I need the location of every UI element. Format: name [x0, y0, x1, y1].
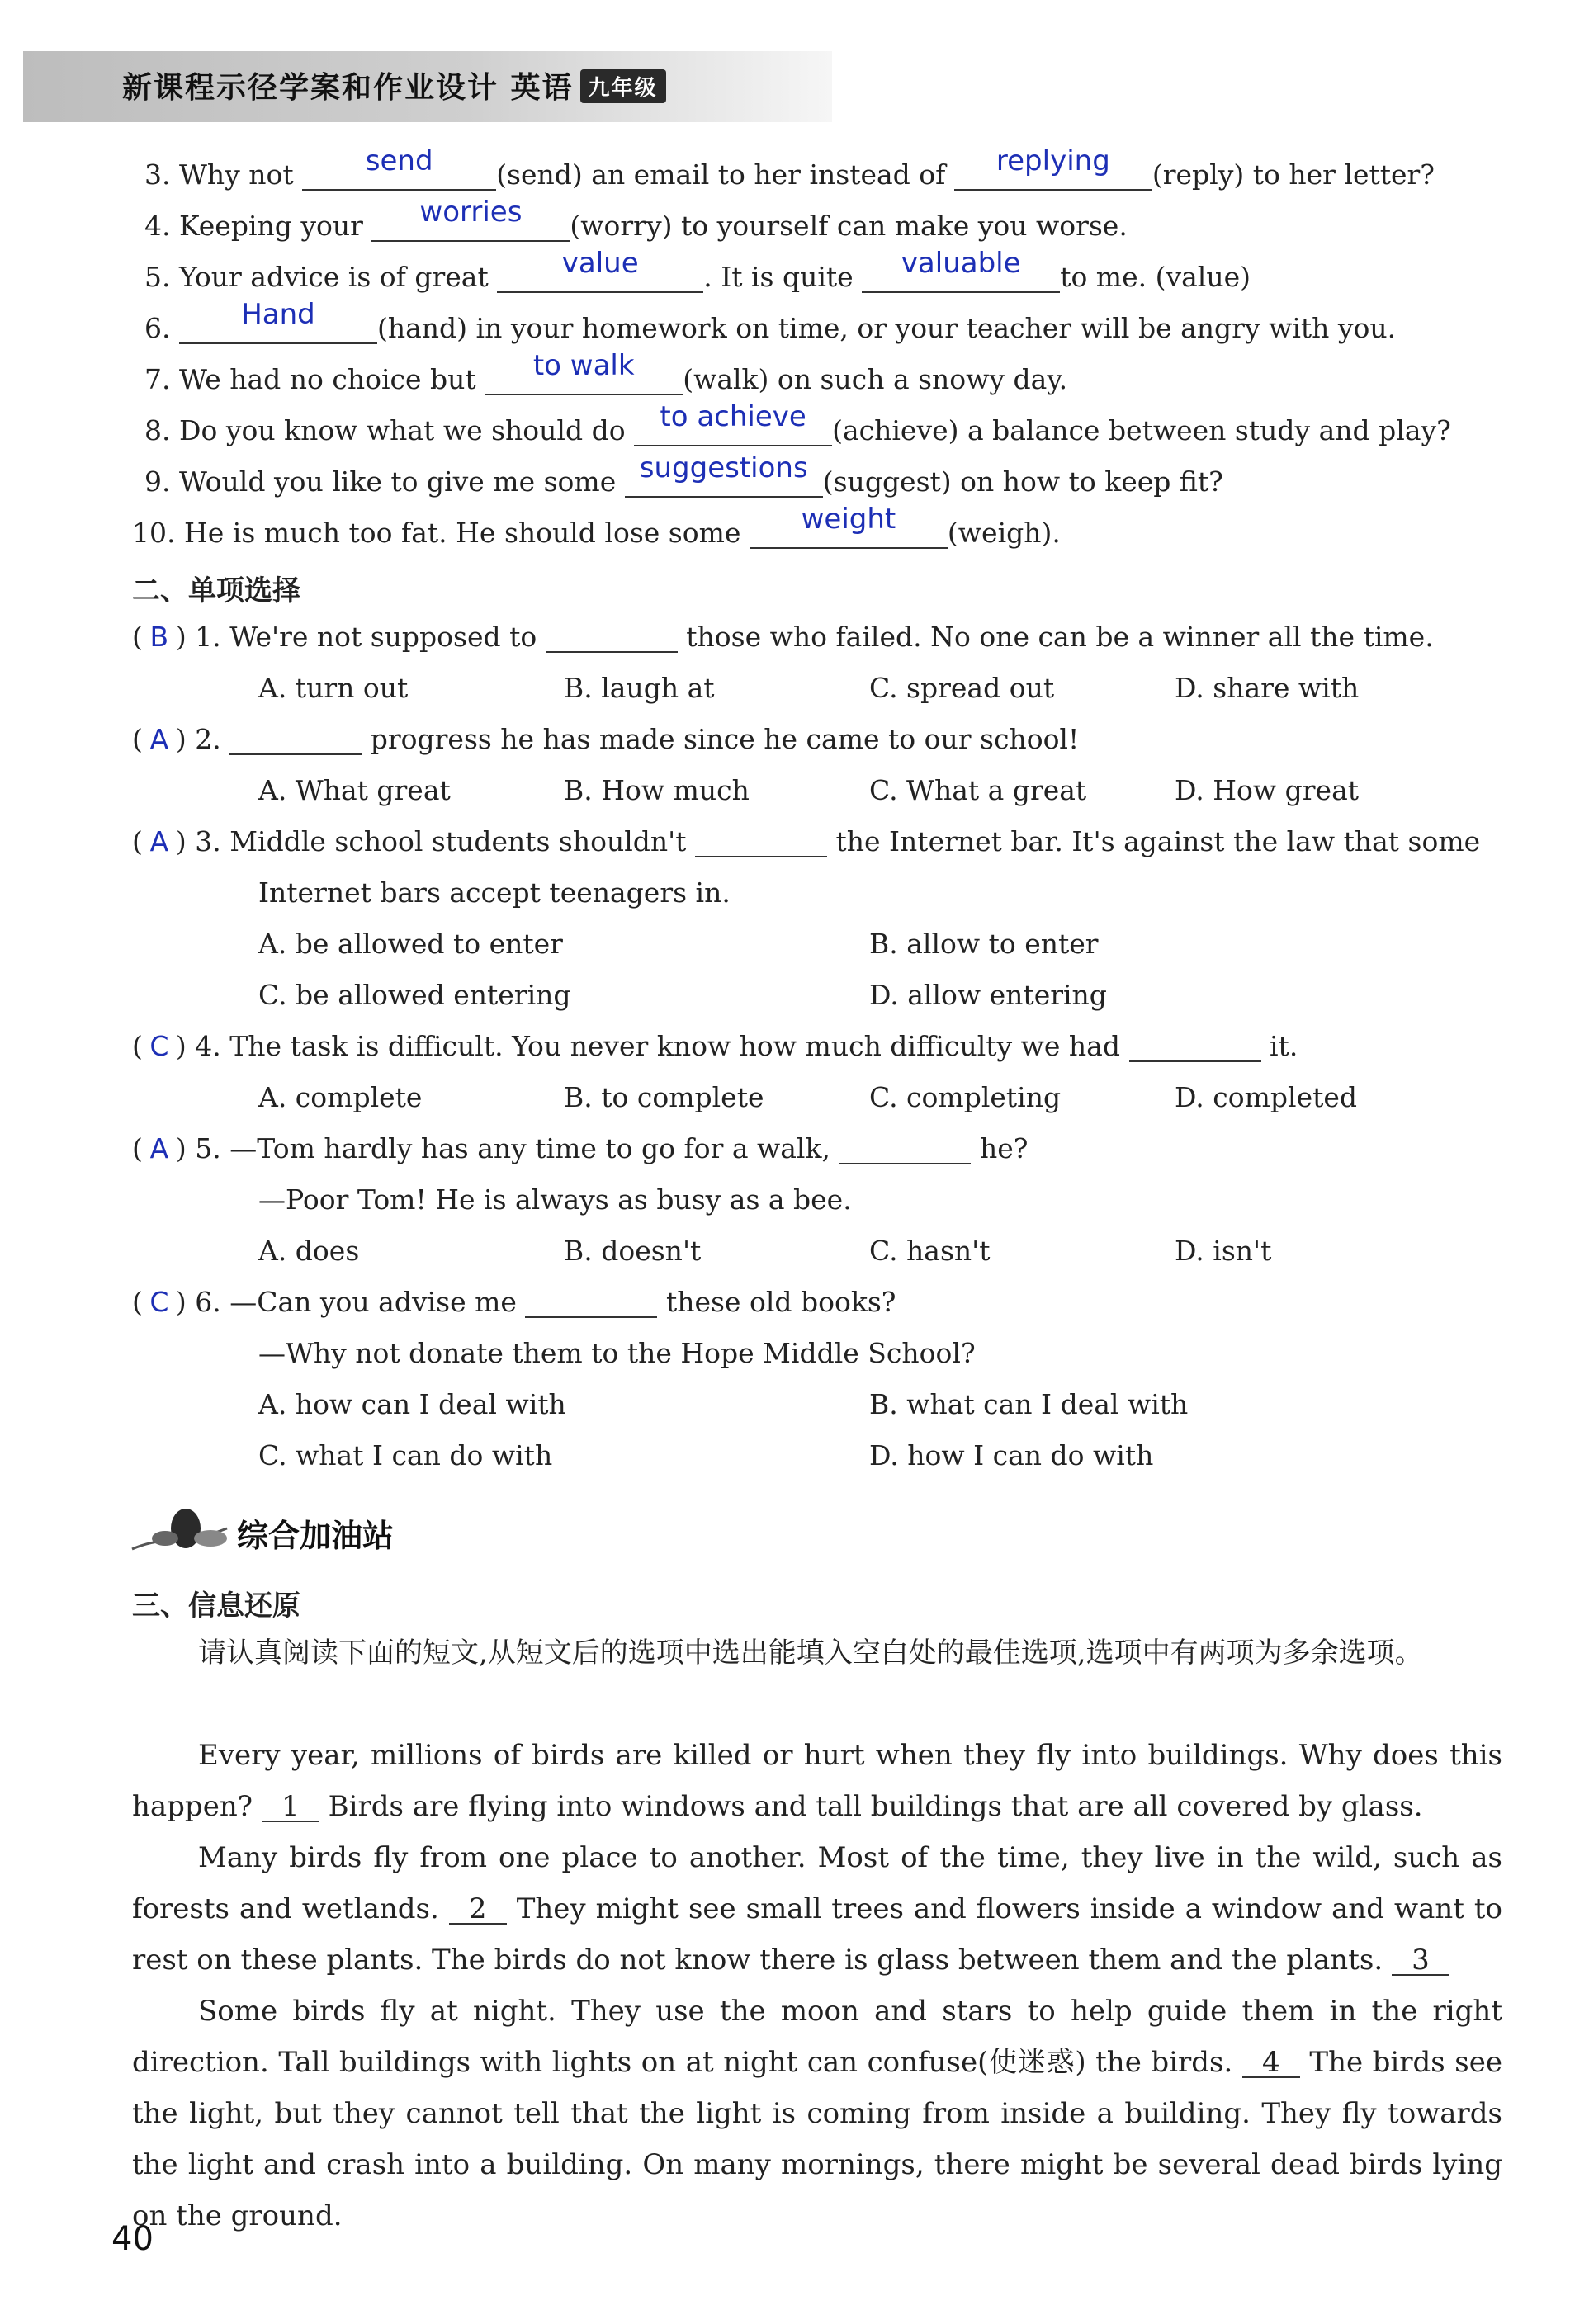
choice-answer[interactable]: B [149, 621, 169, 653]
answer-blank[interactable] [485, 349, 683, 395]
choice-answer[interactable]: C [149, 1286, 169, 1318]
item-text: these old books? [665, 1286, 896, 1318]
fill-item-7 [144, 349, 1068, 398]
book-title: 新课程示径学案和作业设计 英语 [122, 71, 574, 105]
option-c[interactable]: C. hasn't [869, 1235, 991, 1267]
item-text: Middle school students shouldn't [229, 825, 687, 857]
item-text: —Tom hardly has any time to go for a walk, [229, 1132, 830, 1164]
choice-answer[interactable]: A [149, 723, 169, 755]
answer-text: valuable [901, 247, 1021, 280]
option-d[interactable]: D. allow entering [869, 979, 1107, 1011]
answer-blank[interactable] [625, 451, 823, 498]
answer-blank[interactable] [546, 621, 678, 653]
option-b[interactable]: B. what can I deal with [869, 1388, 1189, 1420]
answer-text: weight [801, 503, 896, 536]
item-number: 10. [132, 517, 176, 549]
item-text: to me. (value) [1060, 261, 1251, 293]
item-text: Would you like to give me some [179, 465, 617, 498]
option-a[interactable]: A. does [258, 1235, 360, 1267]
item-number: 4. [144, 210, 171, 242]
instructions: 请认真阅读下面的短文,从短文后的选项中选出能填入空白处的最佳选项,选项中有两项为多余选项。 [198, 1637, 1423, 1670]
answer-text: Hand [241, 298, 315, 331]
option-d[interactable]: D. isn't [1175, 1235, 1272, 1267]
option-d[interactable]: D. how I can do with [869, 1439, 1154, 1471]
answer-text: suggestions [639, 451, 808, 484]
option-a[interactable]: A. What great [258, 774, 451, 806]
answer-blank[interactable] [695, 826, 827, 857]
grade-badge: 九年级 [580, 69, 666, 103]
item-text: those who failed. No one can be a winner all the time. [686, 621, 1434, 653]
answer-blank[interactable] [497, 247, 703, 293]
passage-paragraph-2 [132, 1832, 1502, 1986]
item-text: (worry) to yourself can make you worse. [570, 210, 1128, 242]
item-text: We had no choice but [179, 363, 476, 395]
mc-item-2: ( A ) 2. progress he has made since he came to our school! [132, 721, 1079, 758]
option-d[interactable]: D. How great [1175, 774, 1360, 806]
section-heading-multiple-choice: 二、单项选择 [132, 574, 300, 607]
item-text: . It is quite [703, 261, 854, 293]
choice-answer[interactable]: C [149, 1030, 169, 1062]
mc-item-6-reply: —Why not donate them to the Hope Middle School? [258, 1337, 976, 1369]
option-a[interactable]: A. how can I deal with [258, 1388, 566, 1420]
banner-title: 综合加油站 [237, 1518, 395, 1554]
passage-text: Many birds fly from one place to another. Most of the time, they live in the wild, such as forests and wetlands. [132, 1841, 1502, 1925]
item-text: (send) an email to her instead of [496, 158, 946, 191]
option-b[interactable]: B. laugh at [564, 672, 715, 704]
section-heading-info-restore: 三、信息还原 [132, 1589, 300, 1623]
item-number: 8. [144, 414, 171, 446]
item-number: 6. [195, 1286, 221, 1318]
option-b[interactable]: B. allow to enter [869, 928, 1099, 960]
passage-text: They might see small trees and flowers inside a window and want to rest on these plants. The birds do not know there is glass between them and the plants. [132, 1892, 1503, 1977]
option-b[interactable]: B. How much [564, 774, 750, 806]
answer-text: to walk [532, 349, 635, 382]
passage-text: Every year, millions of birds are killed or hurt when they fly into buildings. Why does this happen? [132, 1739, 1502, 1823]
item-text: Why not [179, 158, 294, 191]
passage-blank[interactable]: 3 [1392, 1946, 1449, 1976]
passage-blank[interactable]: 1 [262, 1793, 319, 1822]
passage-paragraph-1 [132, 1730, 1502, 1832]
item-number: 5. [144, 261, 171, 293]
item-number: 3. [144, 158, 171, 191]
item-text: progress he has made since he came to our school! [370, 723, 1080, 755]
mc-item-1: ( B ) 1. We're not supposed to those who failed. No one can be a winner all the time. [132, 619, 1434, 655]
item-text: —Can you advise me [229, 1286, 517, 1318]
header-title [122, 64, 666, 106]
answer-blank[interactable] [750, 503, 948, 549]
item-number: 4. [195, 1030, 221, 1062]
item-text: (reply) to her letter? [1152, 158, 1435, 191]
option-d[interactable]: D. completed [1175, 1081, 1358, 1113]
item-text: (hand) in your homework on time, or your teacher will be angry with you. [377, 312, 1397, 344]
option-d[interactable]: D. share with [1175, 672, 1360, 704]
item-text: (weigh). [947, 517, 1061, 549]
item-text: Your advice is of great [179, 261, 489, 293]
answer-text: send [365, 144, 433, 177]
item-number: 3. [195, 825, 221, 857]
item-number: 2. [195, 723, 221, 755]
mc-item-6: ( C ) 6. —Can you advise me these old books? [132, 1284, 896, 1320]
option-b[interactable]: B. to complete [564, 1081, 764, 1113]
mc-item-4: ( C ) 4. The task is difficult. You never know how much difficulty we had it. [132, 1028, 1298, 1065]
passage-blank[interactable]: 2 [449, 1895, 507, 1925]
passage-paragraph-3 [132, 1986, 1502, 2241]
answer-blank[interactable] [229, 724, 362, 755]
item-number: 1. [195, 621, 221, 653]
leaf-icon [128, 1504, 244, 1561]
answer-blank[interactable] [525, 1287, 657, 1318]
answer-blank[interactable] [954, 144, 1152, 191]
answer-text: replying [995, 144, 1110, 177]
section-banner [128, 1504, 475, 1561]
page-number: 40 [111, 2220, 154, 2258]
fill-item-4 [144, 196, 1128, 244]
answer-blank[interactable] [839, 1133, 971, 1164]
item-number: 7. [144, 363, 171, 395]
answer-text: value [561, 247, 639, 280]
answer-text: to achieve [660, 400, 806, 433]
mc-item-3: ( A ) 3. Middle school students shouldn't the Internet bar. It's against the law that some [132, 824, 1480, 860]
answer-blank[interactable] [179, 298, 377, 344]
passage-text: The birds see the light, but they cannot tell that the light is coming from inside a building. They fly towards the light and crash into a building. On many mornings, there might be several dead birds lying on the ground. [132, 2046, 1503, 2232]
passage-text: Birds are flying into windows and tall buildings that are all covered by glass. [328, 1790, 1423, 1823]
fill-item-3 [144, 144, 1435, 193]
item-text: We're not supposed to [229, 621, 537, 653]
mc-item-5-reply: —Poor Tom! He is always as busy as a bee. [258, 1183, 852, 1216]
item-number: 5. [195, 1132, 221, 1164]
item-text: The task is difficult. You never know how much difficulty we had [229, 1030, 1120, 1062]
answer-blank[interactable] [1129, 1031, 1261, 1062]
option-b[interactable]: B. doesn't [564, 1235, 702, 1267]
item-text: (achieve) a balance between study and play? [832, 414, 1451, 446]
option-c[interactable]: C. be allowed entering [258, 979, 571, 1011]
passage-blank[interactable]: 4 [1242, 2048, 1300, 2078]
answer-blank[interactable] [862, 247, 1060, 293]
option-c[interactable]: C. spread out [869, 672, 1055, 704]
item-number: 9. [144, 465, 171, 498]
option-a[interactable]: A. be allowed to enter [258, 928, 563, 960]
option-c[interactable]: C. what I can do with [258, 1439, 553, 1471]
item-text: (walk) on such a snowy day. [683, 363, 1068, 395]
answer-blank[interactable] [302, 144, 496, 191]
item-text: He is much too fat. He should lose some [183, 517, 741, 549]
item-text: (suggest) on how to keep fit? [822, 465, 1223, 498]
fill-item-5 [144, 247, 1251, 295]
fill-item-10 [132, 503, 1061, 551]
option-a[interactable]: A. turn out [258, 672, 409, 704]
choice-answer[interactable]: A [149, 1132, 169, 1164]
item-text: Do you know what we should do [179, 414, 626, 446]
passage-text: Some birds fly at night. They use the moon and stars to help guide them in the right direction. Tall buildings with lights on at night can confuse(使迷惑) the birds. [132, 1995, 1502, 2079]
item-text: Keeping your [179, 210, 363, 242]
item-number: 6. [144, 312, 171, 344]
option-a[interactable]: A. complete [258, 1081, 423, 1113]
mc-item-5: ( A ) 5. —Tom hardly has any time to go for a walk, he? [132, 1131, 1028, 1167]
answer-blank[interactable] [634, 400, 832, 446]
answer-blank[interactable] [371, 196, 570, 242]
fill-item-9 [144, 451, 1223, 500]
page-header [23, 51, 832, 122]
item-text: it. [1270, 1030, 1298, 1062]
item-text: the Internet bar. It's against the law that some [835, 825, 1481, 857]
fill-item-6 [144, 298, 1397, 347]
option-c[interactable]: C. What a great [869, 774, 1087, 806]
choice-answer[interactable]: A [149, 825, 169, 857]
mc-item-3-continued: Internet bars accept teenagers in. [258, 876, 731, 909]
item-text: he? [979, 1132, 1029, 1164]
option-c[interactable]: C. completing [869, 1081, 1062, 1113]
answer-text: worries [419, 196, 523, 229]
fill-item-8 [144, 400, 1451, 449]
